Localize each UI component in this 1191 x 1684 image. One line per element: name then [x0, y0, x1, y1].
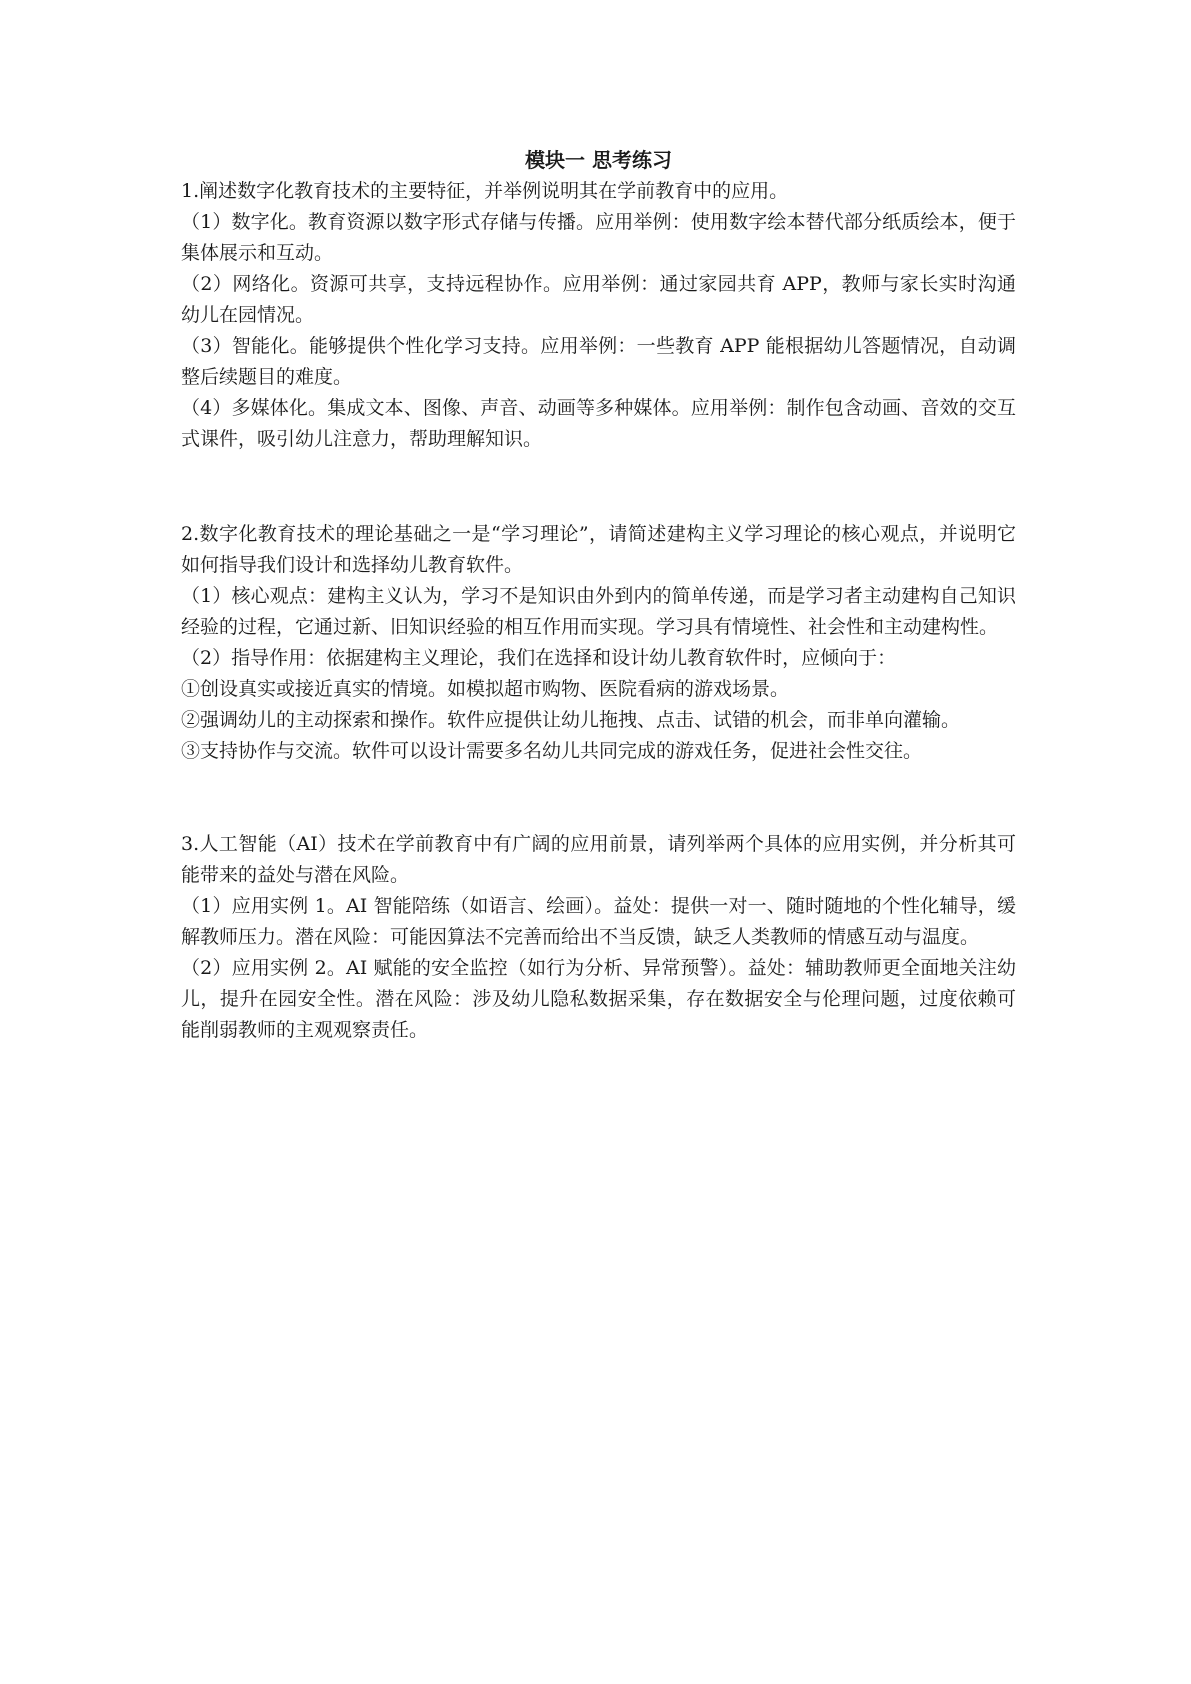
question-2-answer-item: （2）指导作用：依据建构主义理论，我们在选择和设计幼儿教育软件时，应倾向于：: [181, 647, 897, 669]
question-2-answer-item: ②强调幼儿的主动探索和操作。软件应提供让幼儿拖拽、点击、试错的机会，而非单向灌输。: [181, 709, 961, 731]
question-3-answer-item: （1）应用实例 1。AI 智能陪练（如语言、绘画）。益处：提供一对一、随时随地的个性化辅导，缓解教师压力。潜在风险：可能因算法不完善而给出不当反馈，缺乏人类教师的情感互动与温度。: [181, 895, 1016, 948]
question-2-answer-item: ③支持协作与交流。软件可以设计需要多名幼儿共同完成的游戏任务，促进社会性交往。: [181, 740, 923, 762]
document-title: 模块一 思考练习: [525, 148, 672, 172]
question-2-section: [181, 519, 1016, 767]
question-1-answer-item: （4）多媒体化。集成文本、图像、声音、动画等多种媒体。应用举例：制作包含动画、音效的交互式课件，吸引幼儿注意力，帮助理解知识。: [181, 397, 1016, 450]
question-1-answer-item: （1）数字化。教育资源以数字形式存储与传播。应用举例：使用数字绘本替代部分纸质绘本，便于集体展示和互动。: [181, 211, 1016, 264]
section-spacer: [181, 767, 1016, 829]
question-1-section: [181, 176, 1016, 455]
question-2-answer-item: ①创设真实或接近真实的情境。如模拟超市购物、医院看病的游戏场景。: [181, 678, 790, 700]
question-1-answer-item: （2）网络化。资源可共享，支持远程协作。应用举例：通过家园共育 APP，教师与家长实时沟通幼儿在园情况。: [181, 273, 1016, 326]
question-1-answer-item: （3）智能化。能够提供个性化学习支持。应用举例：一些教育 APP 能根据幼儿答题情况，自动调整后续题目的难度。: [181, 335, 1016, 388]
question-3-answer-item: （2）应用实例 2。AI 赋能的安全监控（如行为分析、异常预警）。益处：辅助教师更全面地关注幼儿，提升在园安全性。潜在风险：涉及幼儿隐私数据采集，存在数据安全与伦理问题，过度依赖可能削弱教师的主观观察责任。: [181, 957, 1016, 1041]
question-3-prompt: 3.人工智能（AI）技术在学前教育中有广阔的应用前景，请列举两个具体的应用实例，并分析其可能带来的益处与潜在风险。: [181, 833, 1016, 886]
section-spacer: [181, 455, 1016, 519]
question-1-prompt: 1.阐述数字化教育技术的主要特征，并举例说明其在学前教育中的应用。: [181, 180, 789, 202]
question-2-answer-item: （1）核心观点：建构主义认为，学习不是知识由外到内的简单传递，而是学习者主动建构自己知识经验的过程，它通过新、旧知识经验的相互作用而实现。学习具有情境性、社会性和主动建构性。: [181, 585, 1016, 638]
question-3-section: [181, 829, 1016, 1046]
document-page: [181, 144, 1016, 1046]
question-2-prompt: 2.数字化教育技术的理论基础之一是“学习理论”，请简述建构主义学习理论的核心观点，并说明它如何指导我们设计和选择幼儿教育软件。: [181, 523, 1016, 576]
